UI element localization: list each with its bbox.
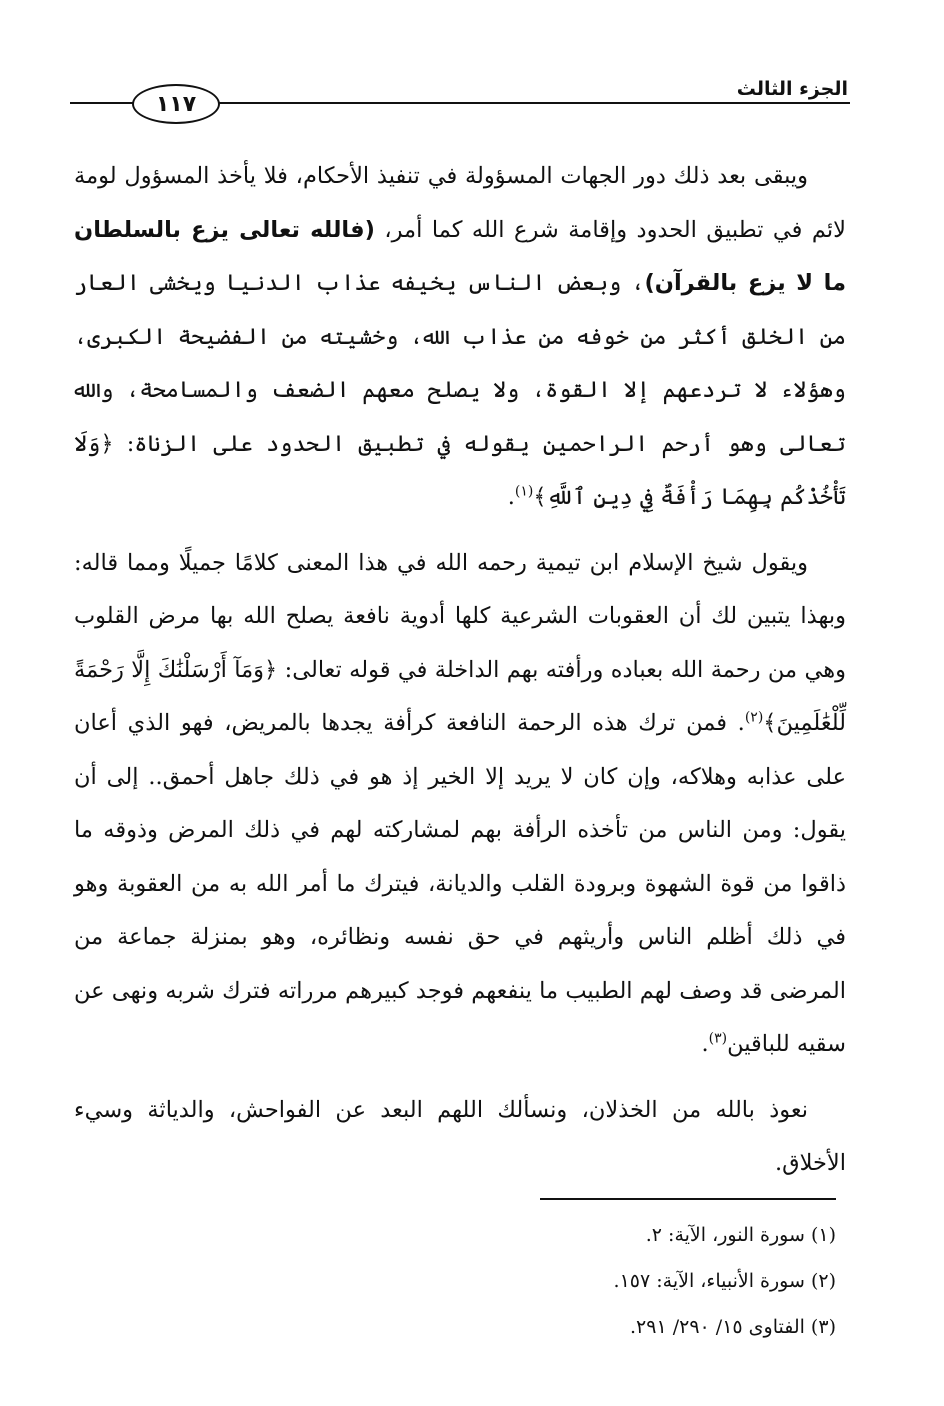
page-number-oval xyxy=(132,84,220,124)
page-header xyxy=(70,72,850,132)
page-number: ١١٧ xyxy=(155,91,197,117)
quran-verse-2: ﴿وَمَآ أَرْسَلْنَٰكَ إِلَّا رَحْمَةً لِّلْعَٰلَمِينَ﴾ xyxy=(74,656,846,736)
paragraph-2-text-a: ويقول شيخ الإسلام ابن تيمية رحمه الله في هذا المعنى كلامًا جميلًا ومما قاله: وبهذا يتبين لك أن العقوبات الشرعية كلها أدوية نافعة يصلح الله بها مرض القلوب وهي من رحمة الله بعباده ورأفته بهم الداخلة في قوله تعالى: xyxy=(74,549,846,683)
paragraph-2 xyxy=(74,537,846,1072)
bold-quote: (فالله تعالى يزع بالسلطان ما لا يزع بالقرآن) xyxy=(74,216,846,296)
quran-verse-1: ﴿وَلَا تَأْخُذْكُم بِهِمَا رَأْفَةٌ فِي دِينِ ٱللَّهِ﴾ xyxy=(74,430,846,510)
footnote-3: (٣) الفتاوى ١٥/ ٢٩٠/ ٢٩١. xyxy=(629,1316,836,1338)
paragraph-2-text-b: . فمن ترك هذه الرحمة النافعة كرأفة يجدها بالمريض، فهو الذي أعان على عذابه وهلاكه، وإن كان لا يريد إلا الخير إذ هو في ذلك جاهل أحمق.. إلى أن يقول: ومن الناس من تأخذه الرأفة بهم لمشاركته لهم في ذلك المرض وذوقه ما ذاقوا من قوة الشهوة وبرودة القلب والديانة، فيترك ما أمر الله به من العقوبة وهو في ذلك أظلم الناس وأريثهم في حق نفسه ونظائره، وهو بمنزلة جماعة من المرضى قد وصف لهم الطبيب ما ينفعهم فوجد كبيرهم مرراته فترك شربه ونهى عن سقيه للباقين xyxy=(74,710,847,1057)
footnotes xyxy=(96,1212,836,1350)
paragraph-1-text-b: ، وبعض الناس يخيفه عذاب الدنيا ويخشى العار من الخلق أكثر من خوفه من عذاب الله، وخشيته من الفضيحة الكبرى، وهؤلاء لا تردعهم إلا القوة، ولا يصلح معهم الضعف والمسامحة، والله تعالى وهو أرحم الراحمين يقوله في تطبيق الحدود على الزناة: xyxy=(74,270,846,457)
body-text xyxy=(74,150,846,1203)
footnote-ref-3[interactable]: (٣) xyxy=(708,1030,728,1047)
paragraph-1-text-a: ويبقى بعد ذلك دور الجهات المسؤولة في تنفيذ الأحكام، فلا يأخذ المسؤول لومة لائم في تطبيق الحدود وإقامة شرع الله كما أمر، xyxy=(74,163,846,243)
footnote-divider xyxy=(540,1198,836,1200)
paragraph-2-end: . xyxy=(701,1031,709,1057)
paragraph-3: نعوذ بالله من الخذلان، ونسألك اللهم البعد عن الفواحش، والدياثة وسيء الأخلاق. xyxy=(74,1096,846,1176)
paragraph-1-end: . xyxy=(507,484,515,510)
footnote-ref-1[interactable]: (١) xyxy=(514,483,534,500)
footnote-1: (١) سورة النور، الآية: ٢. xyxy=(645,1224,836,1246)
part-title: الجزء الثالث xyxy=(731,78,848,100)
footnote-ref-2[interactable]: (٢) xyxy=(744,709,764,726)
paragraph-1 xyxy=(74,150,846,525)
footnote-2: (٢) سورة الأنبياء، الآية: ١٥٧. xyxy=(613,1270,836,1292)
